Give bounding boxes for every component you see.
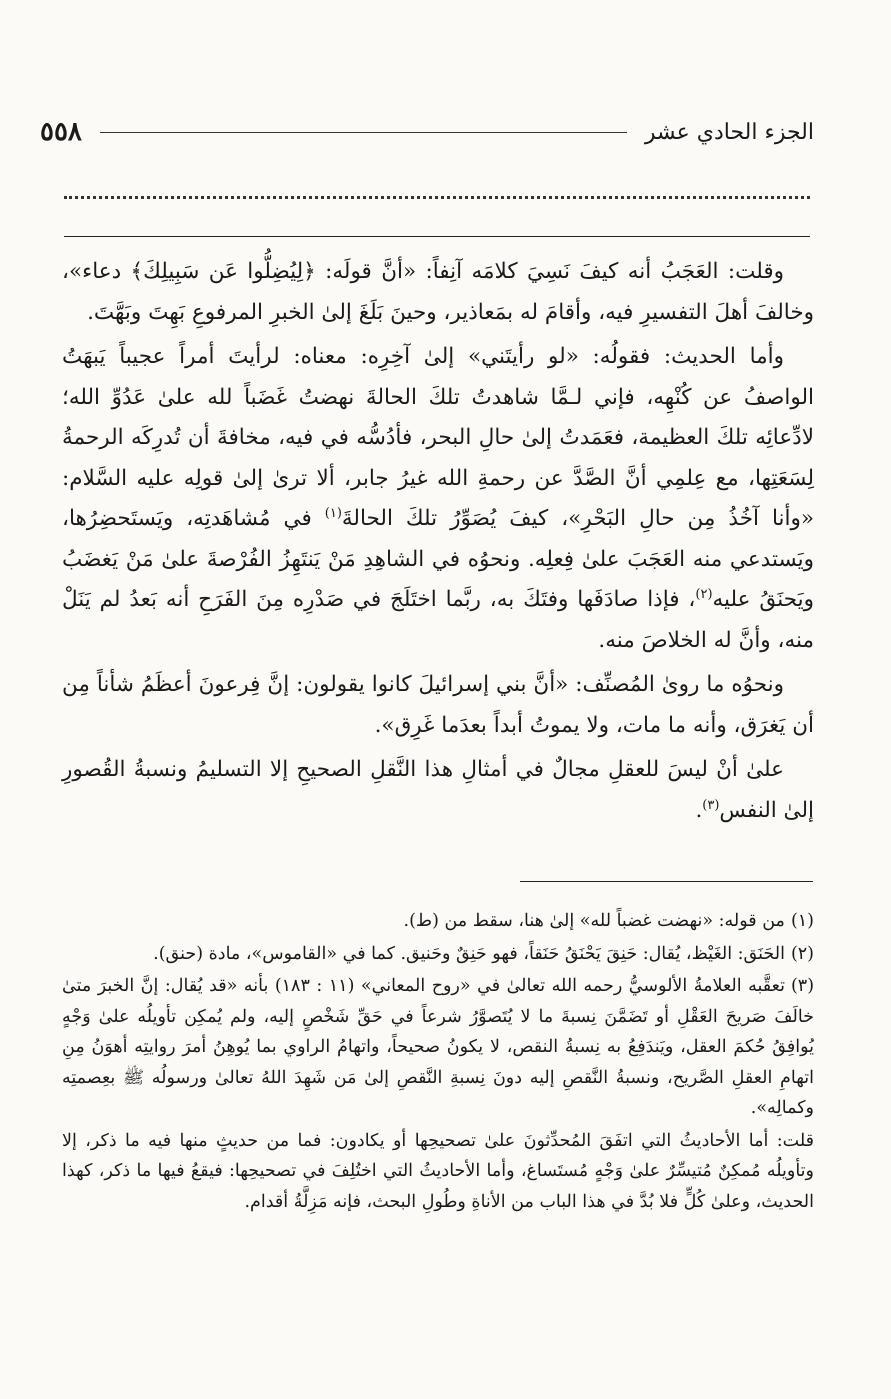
footnote-rule [520, 881, 813, 882]
footnote-2-text: الحَنَق: الغَيْظ، يُقال: حَنِقَ يَحْنَقُ حَنَقاً، فهو حَنِقٌ وحَنيق. كما في «القاموس»، مادة (حنق). [153, 943, 785, 964]
paragraph-3: ونحوُه ما روىٰ المُصنِّف: «أنَّ بني إسرائيلَ كانوا يقولون: إنَّ فِرعونَ أعظَمُ شأناً مِن أن يَغرَق، وأنه ما مات، ولا يموتُ أبداً بعدَما غَرِق». [62, 672, 814, 738]
footnote-2 [62, 939, 814, 970]
footnote-ref-1: (١) [324, 505, 342, 521]
footnote-3 [62, 971, 814, 1124]
footnote-3-continuation: قلت: أما الأحاديثُ التي اتفَقَ المُحدِّثونَ علىٰ تصحيحِها أو يكادون: فما من حديثٍ منها فيه ما ذكر، إلا وتأويلُه مُمكِنٌ مُتيسِّرٌ علىٰ وَجْهٍ مُستَساغ، وأما الأحاديثُ التي اختُلِفَ في تصحيحِها: فيقعُ فيها ما ذكر، كهذا الحديث، وعلىٰ كُلٍّ فلا بُدَّ في هذا الباب من الأناةِ وطُولِ البحث، فإنه مَزِلَّةُ أقدام. [62, 1130, 814, 1212]
page-number: ٥٥٨ [40, 117, 82, 147]
footnotes [62, 906, 814, 1219]
footnote-1-number: (١) [790, 911, 814, 931]
paragraph-2 [62, 337, 814, 661]
footnote-ref-3: (٣) [702, 797, 720, 813]
main-text [62, 252, 814, 835]
paragraph-4-end: . [695, 797, 703, 823]
paragraph-4 [62, 750, 814, 831]
footnote-1-text: من قوله: «نهضت غضباً لله» إلىٰ هنا، سقط من (ط). [403, 911, 785, 931]
paragraph-4-text: علىٰ أنْ ليسَ للعقلِ مجالٌ في أمثالِ هذا النَّقلِ الصحيحِ إلا التسليمُ ونسبةُ القُصورِ إلىٰ النفس [62, 757, 814, 823]
footnote-ref-2: (٢) [695, 586, 713, 602]
dotted-separator [64, 196, 810, 199]
footnote-2-number: (٢) [790, 943, 814, 964]
top-rule [64, 236, 810, 237]
footnote-3-text: تعقَّبه العلامةُ الألوسيُّ رحمه الله تعالىٰ في «روح المعاني» (١١ : ١٨٣) بأنه «قد يُقال: إنَّ الخبرَ متىٰ خالَفَ صَريحَ العَقْلِ أو تَضَمَّنَ نِسبةَ ما لا يُتَصوَّرُ شرعاً في حَقِّ شَخْصٍ إليه، ولم يُمكِن تأويلُه علىٰ وَجْهٍ يُوافِقُ حُكمَ العقل، ويَندَفِعُ به نِسبةُ النقص، لا يكونُ صحيحاً، واتهامُ الراوي بما يُوهِنُ أمرَ روايتِه أهوَنُ مِنِ اتهامِ العقلِ الصَّريح، ونسبةُ النَّقصِ إليه دونَ نِسبةِ النَّقصِ إلىٰ مَن شَهِدَ اللهُ تعالىٰ ورسولُه ﷺ بعِصمتِه وكمالِه». [62, 976, 814, 1118]
page-header [34, 112, 814, 152]
running-title: الجزء الحادي عشر [644, 119, 814, 145]
paragraph-2-part-b: في مُشاهَدتِه، ويَستَحضِرُها، ويَستدعي منه العَجَبَ علىٰ فِعلِه. ونحوُه في الشاهِدِ مَنْ يَنتَهِزُ الفُرْصةَ علىٰ مَنْ يَغضَبُ ويَحنَقُ عليه [62, 506, 814, 612]
paragraph-1: وقلت: العَجَبُ أنه كيفَ نَسِيَ كلامَه آنِفاً: «أنَّ قولَه: ﴿لِيُضِلُّوا عَن سَبِيلِكَ﴾ دعاء»، وخالفَ أهلَ التفسيرِ فيه، وأقامَ له بمَعاذير، وحينَ بَلَغَ إلىٰ الخبرِ المرفوعِ بَهِتَ وبَهَّتَ. [62, 259, 814, 325]
paragraph-2-part-a: وأما الحديث: فقولُه: «لو رأيتَني» إلىٰ آخِرِه: معناه: لرأيتَ أمراً عجيباً يَبهَتُ الواصفُ عن كُنْهِه، فإني لـمَّا شاهدتُ تلكَ الحالةَ نهضتُ غَضَباً لله علىٰ عَدُوِّ الله؛ لادِّعائِه تلكَ العظيمة، فعَمَدتُ إلىٰ حالِ البحر، فأدُسُّه في فيه، مخافةَ أن تُدرِكَه الرحمةُ لِسَعَتِها، مع عِلمِي أنَّ الصَّدَّ عن رحمةِ الله غيرُ جابر، ألا ترىٰ إلىٰ قولِه عليه السَّلام: «وأنا آخُذُ مِن حالِ البَحْرِ»، كيفَ يُصَوِّرُ تلكَ الحالةَ [62, 344, 814, 531]
footnote-3-number: (٣) [790, 976, 815, 996]
header-rule [100, 132, 627, 133]
paragraph-2-part-c: ، فإذا صادَفَها وفتَكَ به، ربَّما اختَلَجَ في صَدْرِه مِنَ الفَرَحِ أنه بَعدُ لم يَنَلْ منه، وأنَّ له الخلاصَ منه. [62, 587, 814, 653]
footnote-1 [62, 906, 814, 937]
